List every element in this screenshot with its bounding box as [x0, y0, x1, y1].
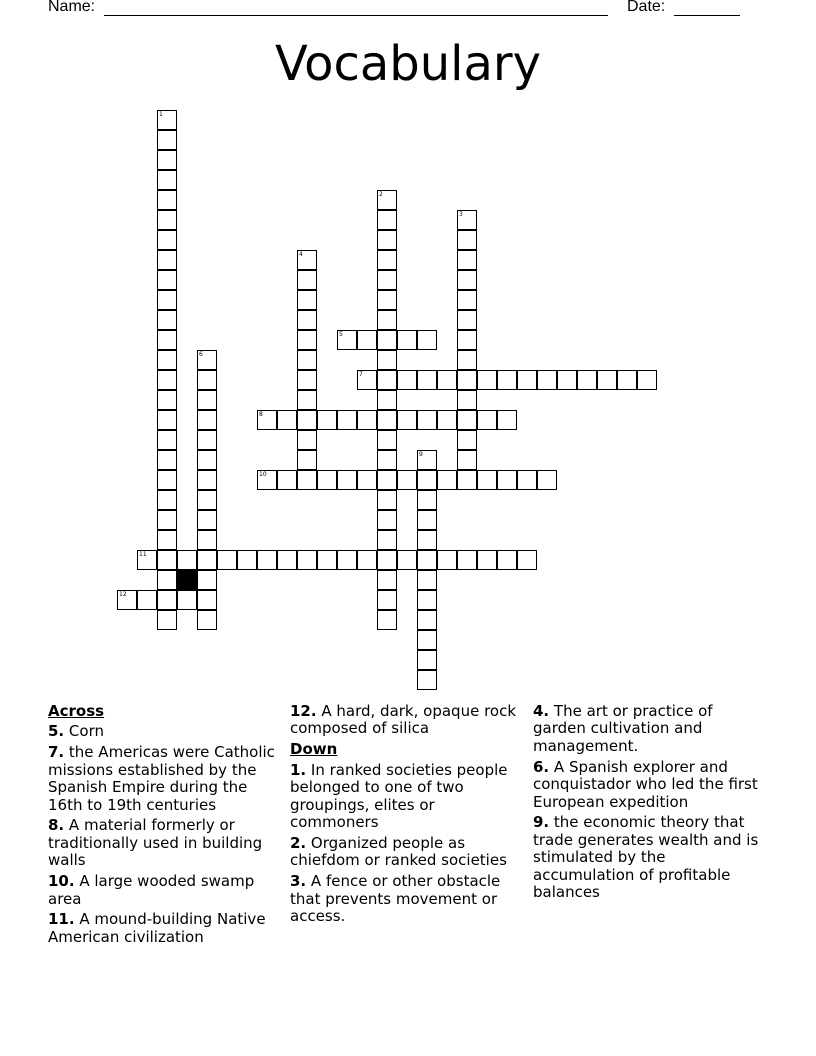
grid-cell[interactable] [157, 550, 177, 570]
grid-cell[interactable] [457, 550, 477, 570]
grid-cell[interactable] [417, 610, 437, 630]
grid-cell[interactable] [197, 350, 217, 370]
grid-cell[interactable] [177, 550, 197, 570]
grid-cell[interactable] [397, 410, 417, 430]
clue-across-12 [290, 703, 526, 738]
grid-cell[interactable] [297, 350, 317, 370]
grid-cell[interactable] [157, 570, 177, 590]
grid-cell[interactable] [397, 370, 417, 390]
grid-cell[interactable] [157, 210, 177, 230]
grid-cell[interactable] [517, 550, 537, 570]
grid-cell[interactable] [297, 290, 317, 310]
clue-across-11 [48, 911, 284, 946]
grid-cell[interactable] [157, 510, 177, 530]
grid-cell[interactable] [197, 550, 217, 570]
clue-down-3 [290, 873, 526, 925]
clue-down-6 [533, 759, 769, 811]
grid-cell[interactable] [457, 330, 477, 350]
clue-number: 2. [290, 833, 307, 852]
grid-cell[interactable] [297, 250, 317, 270]
grid-cell[interactable] [277, 470, 297, 490]
grid-cell[interactable] [577, 370, 597, 390]
grid-cell[interactable] [137, 550, 157, 570]
grid-cell[interactable] [197, 370, 217, 390]
grid-cell[interactable] [157, 190, 177, 210]
grid-cell[interactable] [417, 450, 437, 470]
grid-cell[interactable] [457, 470, 477, 490]
grid-cell[interactable] [457, 450, 477, 470]
grid-cell[interactable] [457, 410, 477, 430]
grid-cell[interactable] [457, 430, 477, 450]
grid-cell[interactable] [457, 290, 477, 310]
grid-cell[interactable] [417, 490, 437, 510]
grid-cell[interactable] [297, 550, 317, 570]
grid-cell[interactable] [417, 550, 437, 570]
clue-text: A material formerly or traditionally used in building walls [48, 816, 263, 870]
grid-cell[interactable] [517, 470, 537, 490]
grid-cell[interactable] [417, 510, 437, 530]
grid-cell[interactable] [357, 470, 377, 490]
grid-cell[interactable] [377, 590, 397, 610]
grid-cell[interactable] [397, 470, 417, 490]
grid-cell[interactable] [377, 350, 397, 370]
grid-cell[interactable] [197, 570, 217, 590]
grid-cell[interactable] [377, 550, 397, 570]
grid-cell[interactable] [437, 470, 457, 490]
grid-cell[interactable] [157, 410, 177, 430]
grid-cell[interactable] [157, 330, 177, 350]
clue-text: A Spanish explorer and conquistador who led the first European expedition [533, 757, 758, 811]
grid-cell[interactable] [477, 550, 497, 570]
grid-cell[interactable] [357, 370, 377, 390]
grid-cell[interactable] [357, 550, 377, 570]
grid-cell[interactable] [537, 470, 557, 490]
grid-cell[interactable] [157, 270, 177, 290]
cell-number: 10 [259, 471, 267, 478]
clue-number: 8. [48, 816, 65, 835]
across-heading: Across [48, 702, 105, 720]
grid-cell[interactable] [377, 210, 397, 230]
clue-down-9 [533, 814, 769, 901]
grid-cell[interactable] [157, 130, 177, 150]
grid-cell[interactable] [517, 370, 537, 390]
date-label: Date: [627, 0, 666, 15]
grid-cell[interactable] [377, 270, 397, 290]
grid-cell[interactable] [157, 110, 177, 130]
clue-text: Organized people as chiefdom or ranked societies [290, 833, 507, 870]
clue-text: The art or practice of garden cultivation and management. [533, 702, 713, 755]
grid-cell[interactable] [377, 430, 397, 450]
cell-number: 7 [359, 371, 363, 378]
page-title: Vocabulary [274, 36, 542, 92]
cell-number: 12 [119, 591, 127, 598]
grid-cell[interactable] [137, 590, 157, 610]
grid-cell[interactable] [197, 390, 217, 410]
cell-number: 9 [419, 451, 423, 458]
grid-cell[interactable] [437, 550, 457, 570]
grid-cell[interactable] [637, 370, 657, 390]
clue-number: 7. [48, 743, 65, 762]
grid-cell[interactable] [377, 450, 397, 470]
grid-cell[interactable] [377, 370, 397, 390]
grid-cell[interactable] [297, 390, 317, 410]
grid-cell[interactable] [457, 310, 477, 330]
black-cell [177, 570, 197, 590]
grid-cell[interactable] [157, 430, 177, 450]
clue-number: 10. [48, 872, 75, 891]
grid-cell[interactable] [437, 370, 457, 390]
grid-cell[interactable] [337, 470, 357, 490]
grid-cell[interactable] [457, 210, 477, 230]
grid-cell[interactable] [457, 390, 477, 410]
grid-cell[interactable] [157, 390, 177, 410]
grid-cell[interactable] [337, 550, 357, 570]
clue-text: the economic theory that trade generates wealth and is stimulated by the accumulation of profitable balances [533, 813, 759, 902]
grid-cell[interactable] [477, 370, 497, 390]
grid-cell[interactable] [377, 390, 397, 410]
grid-cell[interactable] [377, 570, 397, 590]
grid-cell[interactable] [457, 230, 477, 250]
grid-cell[interactable] [377, 470, 397, 490]
grid-cell[interactable] [457, 270, 477, 290]
grid-cell[interactable] [197, 490, 217, 510]
clue-text: the Americas were Catholic missions established by the Spanish Empire during the 16th to 19th centuries [48, 743, 275, 814]
grid-cell[interactable] [277, 550, 297, 570]
grid-cell[interactable] [557, 370, 577, 390]
grid-cell[interactable] [497, 470, 517, 490]
grid-cell[interactable] [377, 510, 397, 530]
clue-number: 4. [533, 702, 550, 720]
grid-cell[interactable] [197, 610, 217, 630]
grid-cell[interactable] [157, 470, 177, 490]
grid-cell[interactable] [417, 410, 437, 430]
clue-down-2 [290, 835, 526, 870]
grid-cell[interactable] [417, 650, 437, 670]
grid-cell[interactable] [157, 590, 177, 610]
grid-cell[interactable] [197, 510, 217, 530]
clue-number: 1. [290, 760, 307, 779]
clue-text: A fence or other obstacle that prevents movement or access. [290, 872, 501, 925]
cell-number: 1 [159, 111, 163, 118]
clue-text: A large wooded swamp area [48, 872, 255, 908]
grid-cell[interactable] [317, 410, 337, 430]
grid-cell[interactable] [397, 330, 417, 350]
grid-cell[interactable] [617, 370, 637, 390]
grid-cell[interactable] [297, 330, 317, 350]
grid-cell[interactable] [537, 370, 557, 390]
grid-cell[interactable] [237, 550, 257, 570]
grid-cell[interactable] [317, 550, 337, 570]
grid-cell[interactable] [257, 550, 277, 570]
grid-cell[interactable] [197, 450, 217, 470]
grid-cell[interactable] [277, 410, 297, 430]
grid-cell[interactable] [497, 370, 517, 390]
clue-text: Corn [68, 722, 104, 741]
clue-number: 5. [48, 722, 65, 741]
grid-cell[interactable] [497, 410, 517, 430]
grid-cell[interactable] [497, 550, 517, 570]
grid-cell[interactable] [377, 490, 397, 510]
grid-cell[interactable] [297, 310, 317, 330]
grid-cell[interactable] [197, 430, 217, 450]
grid-cell[interactable] [417, 630, 437, 650]
grid-cell[interactable] [217, 550, 237, 570]
clue-across-10 [48, 873, 284, 908]
grid-cell[interactable] [157, 610, 177, 630]
grid-cell[interactable] [457, 370, 477, 390]
clue-text: A hard, dark, opaque rock composed of silica [290, 702, 517, 738]
clue-down-4 [533, 703, 769, 755]
grid-cell[interactable] [157, 350, 177, 370]
grid-cell[interactable] [377, 230, 397, 250]
down-heading: Down [290, 740, 338, 759]
grid-cell[interactable] [257, 470, 277, 490]
grid-cell[interactable] [337, 410, 357, 430]
grid-cell[interactable] [157, 170, 177, 190]
grid-cell[interactable] [417, 670, 437, 690]
grid-cell[interactable] [157, 150, 177, 170]
grid-cell[interactable] [377, 250, 397, 270]
cell-number: 3 [459, 211, 463, 218]
grid-cell[interactable] [157, 530, 177, 550]
grid-cell[interactable] [337, 330, 357, 350]
clue-number: 3. [290, 872, 307, 891]
grid-cell[interactable] [357, 330, 377, 350]
clues-column-3 [533, 703, 769, 905]
grid-cell[interactable] [297, 430, 317, 450]
grid-cell[interactable] [297, 370, 317, 390]
grid-cell[interactable] [477, 410, 497, 430]
clue-number: 9. [533, 813, 550, 832]
grid-cell[interactable] [417, 570, 437, 590]
clue-down-1 [290, 762, 526, 832]
grid-cell[interactable] [417, 370, 437, 390]
grid-cell[interactable] [257, 410, 277, 430]
grid-cell[interactable] [157, 290, 177, 310]
grid-cell[interactable] [157, 490, 177, 510]
grid-cell[interactable] [197, 410, 217, 430]
grid-cell[interactable] [457, 350, 477, 370]
grid-cell[interactable] [597, 370, 617, 390]
grid-cell[interactable] [437, 410, 457, 430]
grid-cell[interactable] [357, 410, 377, 430]
clues-column-1 [48, 703, 284, 950]
grid-cell[interactable] [477, 470, 497, 490]
cell-number: 11 [139, 551, 147, 558]
clue-across-7 [48, 744, 284, 814]
grid-cell[interactable] [397, 550, 417, 570]
cell-number: 6 [199, 351, 203, 358]
clue-number: 12. [290, 702, 317, 720]
name-label: Name: [48, 0, 96, 15]
grid-cell[interactable] [377, 610, 397, 630]
grid-cell[interactable] [317, 470, 337, 490]
clue-text: A mound-building Native American civilization [48, 910, 266, 946]
grid-cell[interactable] [197, 590, 217, 610]
grid-cell[interactable] [157, 310, 177, 330]
grid-cell[interactable] [417, 530, 437, 550]
grid-cell[interactable] [377, 410, 397, 430]
clue-number: 6. [533, 757, 550, 776]
grid-cell[interactable] [377, 290, 397, 310]
grid-cell[interactable] [157, 250, 177, 270]
grid-cell[interactable] [297, 470, 317, 490]
grid-cell[interactable] [157, 230, 177, 250]
grid-cell[interactable] [417, 330, 437, 350]
clue-across-5 [48, 723, 284, 740]
clue-across-8 [48, 817, 284, 869]
grid-cell[interactable] [417, 470, 437, 490]
grid-cell[interactable] [377, 530, 397, 550]
grid-cell[interactable] [297, 450, 317, 470]
cell-number: 8 [259, 411, 263, 418]
clue-number: 11. [48, 910, 75, 929]
grid-cell[interactable] [297, 270, 317, 290]
grid-cell[interactable] [297, 410, 317, 430]
clues-column-2 [290, 703, 526, 929]
grid-cell[interactable] [157, 450, 177, 470]
grid-cell[interactable] [417, 590, 437, 610]
cell-number: 5 [339, 331, 343, 338]
grid-cell[interactable] [377, 330, 397, 350]
grid-cell[interactable] [157, 370, 177, 390]
grid-cell[interactable] [197, 470, 217, 490]
cell-number: 2 [379, 191, 383, 198]
clue-text: In ranked societies people belonged to one of two groupings, elites or commoners [290, 760, 508, 831]
grid-cell[interactable] [117, 590, 137, 610]
grid-cell[interactable] [197, 530, 217, 550]
grid-cell[interactable] [377, 310, 397, 330]
grid-cell[interactable] [377, 190, 397, 210]
grid-cell[interactable] [177, 590, 197, 610]
cell-number: 4 [299, 251, 303, 258]
grid-cell[interactable] [457, 250, 477, 270]
